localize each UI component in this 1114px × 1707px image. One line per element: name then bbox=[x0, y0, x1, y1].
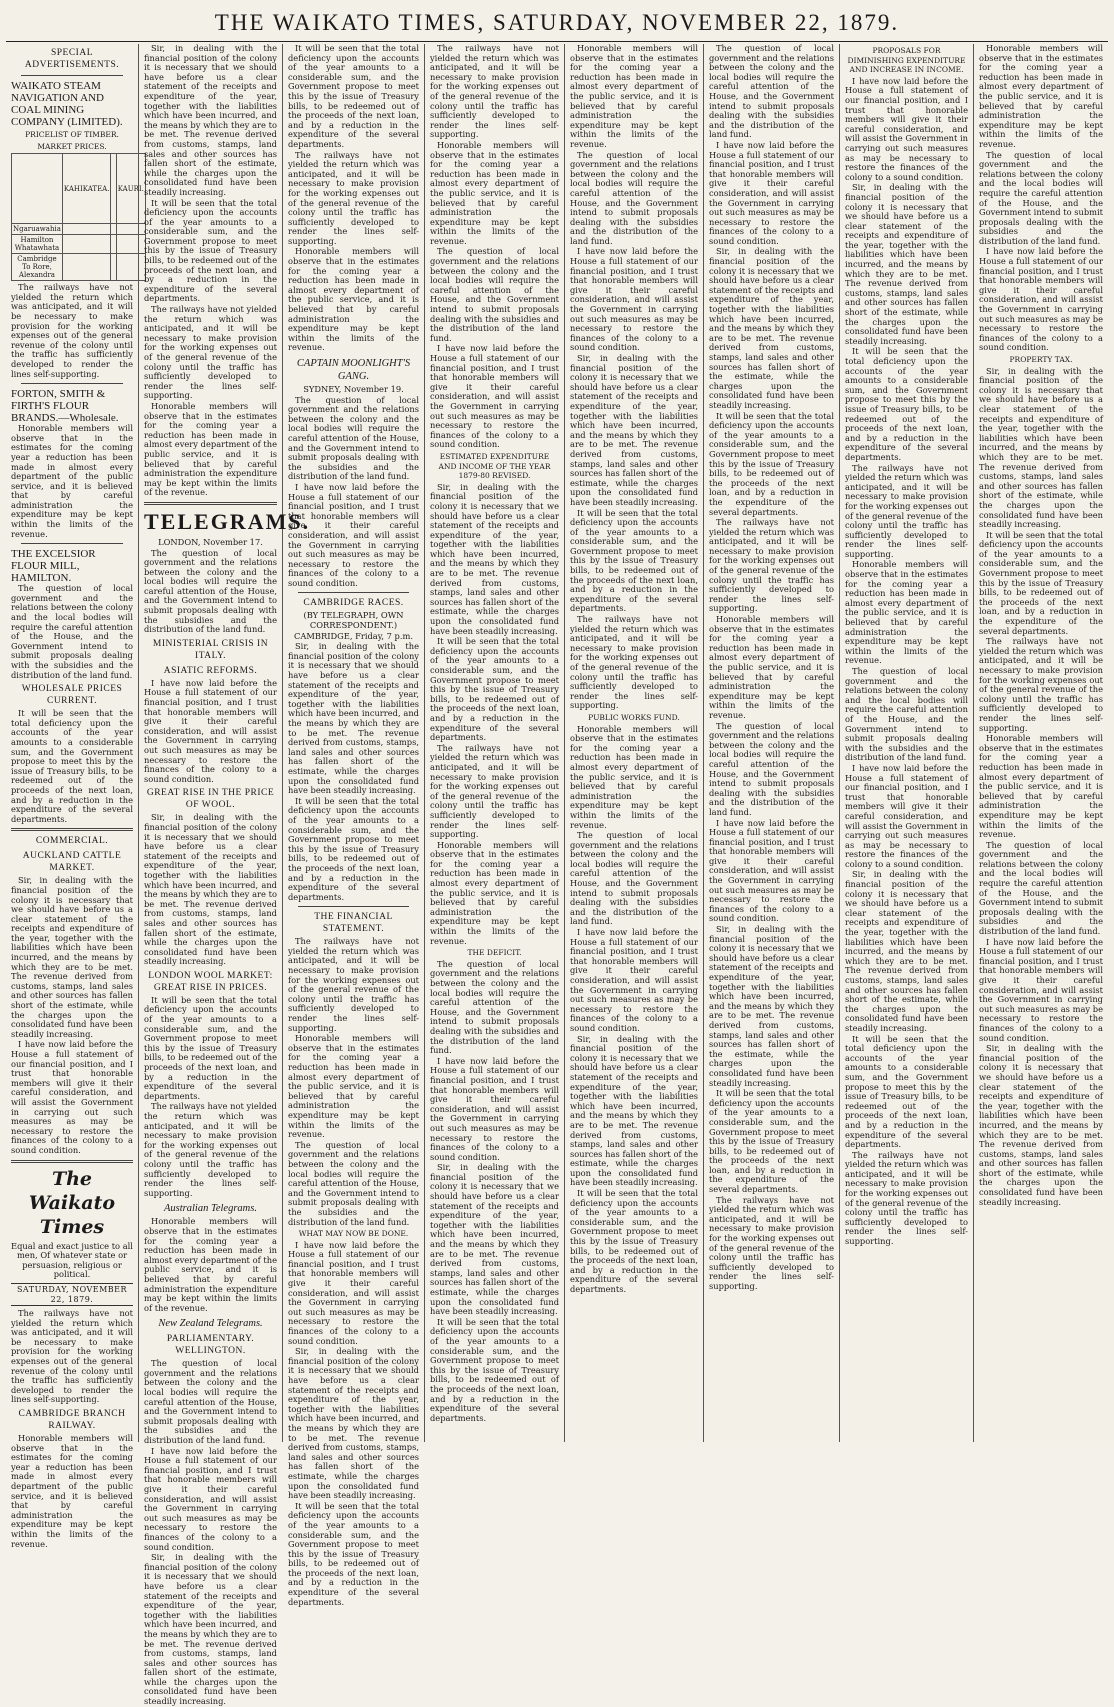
filler-text: Honorable members will observe that in the estimates for the coming year a reduction has been made in almost every department of the public service, and it is believed that by careful administration the expenditure may be kept within the limits of the revenue. bbox=[979, 733, 1103, 840]
column-1 bbox=[6, 44, 144, 1549]
dateline: CAMBRIDGE, Friday, 7 p.m. bbox=[294, 630, 413, 641]
filler-text: It will be seen that the total deficiency upon the accounts of the year amounts to a considerable sum, and the Government propose to meet this by the issue of Treasury bills, to be redeemed out of the proceeds of the next loan, and by a reduction in the expenditure of the several departments. bbox=[570, 507, 698, 614]
filler-text: Sir, in dealing with the financial position of the colony it is necessary that we should have before us a clear statement of the receipts and expenditure of the year, together with the liabilities which have been incurred, and the means by which they are to be met. The revenue derived from customs, stamps, land sales and other sources has fallen short of the estimate, while the charges upon the consolidated fund have been steadily increasing. bbox=[430, 1162, 559, 1317]
filler-text: I have now laid before the House a full statement of our financial position, and I trust that honorable members will give it their careful consideration, and will assist the Government in carrying out such measures as may be necessary to restore the finances of the colony to a sound condition. bbox=[11, 1039, 133, 1155]
column-6 bbox=[704, 44, 840, 1442]
divider bbox=[11, 828, 133, 831]
filler-text: It will be seen that the total deficiency upon the accounts of the year amounts to a considerable sum, and the Government propose to meet this by the issue of Treasury bills, to be redeemed out of the proceeds of the next loan, and by a reduction in the expenditure of the several departments. bbox=[11, 708, 133, 824]
filler-text: Honorable members will observe that in the estimates for the coming year a reduction has been made in almost every department of the public service, and it is believed that by careful administration the expenditure may be kept within the limits of the revenue. bbox=[430, 839, 559, 946]
steam-nav-ad: WAIKATO STEAM NAVIGATION AND COAL MINING COMPANY (LIMITED). bbox=[11, 80, 123, 128]
table-head-cell: KAURI. bbox=[116, 154, 145, 224]
market-heading: MARKET PRICES. bbox=[37, 141, 107, 151]
divider bbox=[21, 75, 123, 76]
filler-text: Honorable members will observe that in the estimates for the coming year a reduction has been made in almost every department of the public service, and it is believed that by careful administration the expenditure may be kept within the limits of the revenue. bbox=[288, 1033, 419, 1140]
financial-statement-heading: THE FINANCIAL STATEMENT. bbox=[314, 912, 393, 935]
filler-text: It will be seen that the total deficiency upon the accounts of the year amounts to a considerable sum, and the Government propose to meet this by the issue of Treasury bills, to be redeemed out of the proceeds of the next loan, and by a reduction in the expenditure of the several departments. bbox=[288, 1500, 419, 1607]
filler-text: The railways have not yielded the return which was anticipated, and it will be necessary to make provision for the working expenses out of the general revenue of the colony until the traffic has sufficiently developed to render the lines self-supporting. bbox=[845, 462, 968, 559]
filler-text: The question of local government and the relations between the colony and the local bodies will require the careful attention of the House, and the Government intend to submit proposals dealing with the subsidies and the distribution of the land fund. bbox=[979, 839, 1103, 937]
table-row-label: Cambridge To Rore, Alexandra bbox=[12, 254, 63, 281]
filler-text: Sir, in dealing with the financial position of the colony it is necessary that we should have before us a clear statement of the receipts and expenditure of the year, together with the liabilities which have been incurred, and the means by which they are to be met. The revenue derived from customs, stamps, land sales and other sources has fallen short of the estimate, while the charges upon the consolidated fund have been steadily increasing. bbox=[570, 1033, 698, 1188]
filler-text: The question of local government and the relations between the colony and the local bodies will require the careful attention of the House, and the Government intend to submit proposals dealing with the subsidies and the distribution of the land fund. bbox=[570, 149, 698, 246]
table-head-cell: KAHIKATEA. bbox=[62, 154, 111, 224]
column-7 bbox=[840, 44, 974, 1442]
australian-heading: Australian Telegrams. bbox=[164, 1203, 257, 1215]
paper-nameplate: The Waikato Times bbox=[28, 1167, 116, 1238]
filler-text: I have now laid before the House a full statement of our financial position, and I trust that honorable members will give it their careful consideration, and will assist the Government in carrying out such measures as may be necessary to restore the finances of the colony to a sound condition. bbox=[288, 481, 419, 588]
london-wool-heading: LONDON WOOL MARKET: GREAT RISE IN PRICES. bbox=[148, 970, 273, 993]
filler-text: Sir, in dealing with the financial position of the colony it is necessary that we should have before us a clear statement of the receipts and expenditure of the year, together with the liabilities which have been incurred, and the means by which they are to be met. The revenue derived from customs, stamps, land sales and other sources has fallen short of the estimate, while the charges upon the consolidated fund have been steadily increasing. bbox=[11, 875, 133, 1039]
subheading: PROPOSALS FOR DIMINISHING EXPENDITURE AND INCREASE IN INCOME. bbox=[847, 46, 966, 75]
filler-text: It will be seen that the total deficiency upon the accounts of the year amounts to a considerable sum, and the Government propose to meet this by the issue of Treasury bills, to be redeemed out of the proceeds of the next loan, and by a reduction in the expenditure of the several departments. bbox=[709, 410, 834, 517]
filler-text: Sir, in dealing with the financial position of the colony it is necessary that we should have before us a clear statement of the receipts and expenditure of the year, together with the liabilities which have been incurred, and the means by which they are to be met. The revenue derived from customs, stamps, land sales and other sources has fallen short of the estimate, while the charges upon the consolidated fund have been steadily increasing. bbox=[845, 182, 968, 346]
byline: (BY TELEGRAPH, OWN CORRESPONDENT.) bbox=[303, 610, 404, 631]
filler-text: The railways have not yielded the return which was anticipated, and it will be necessary to make provision for the working expenses out of the general revenue of the colony until the traffic has sufficiently developed to render the lines self-supporting. bbox=[144, 304, 277, 401]
filler-text: Sir, in dealing with the financial position of the colony it is necessary that we should have before us a clear statement of the receipts and expenditure of the year, together with the liabilities which have been incurred, and the means by which they are to be met. The revenue derived from customs, stamps, land sales and other sources has fallen short of the estimate, while the charges upon the consolidated fund have been steadily increasing. bbox=[430, 481, 559, 636]
filler-text: I have now laid before the House a full statement of our financial position, and I trust that honorable members will give it their careful consideration, and will assist the Government in carrying out such measures as may be necessary to restore the finances of the colony to a sound condition. bbox=[570, 246, 698, 353]
filler-text: The question of local government and the relations between the colony and the local bodies will require the careful attention of the House, and the Government intend to submit proposals dealing with the subsidies and the distribution of the land fund. bbox=[288, 394, 419, 482]
filler-text: Honorable members will observe that in the estimates for the coming year a reduction has been made in almost every department of the public service, and it is believed that by careful administration the expenditure may be kept within the limits of the revenue. bbox=[144, 400, 277, 498]
filler-text: Honorable members will observe that in the estimates for the coming year a reduction has been made in almost every department of the public service, and it is believed that by careful administration the expenditure may be kept within the limits of the revenue. bbox=[570, 43, 698, 149]
filler-text: The railways have not yielded the return which was anticipated, and it will be necessary to make provision for the working expenses out of the general revenue of the colony until the traffic has sufficiently developed to render the lines self-supporting. bbox=[709, 517, 834, 614]
filler-text: It will be seen that the total deficiency upon the accounts of the year amounts to a considerable sum, and the Government propose to meet this by the issue of Treasury bills, to be redeemed out of the proceeds of the next loan, and by a reduction in the expenditure of the several departments. bbox=[144, 994, 277, 1101]
column-3 bbox=[283, 43, 425, 1607]
filler-text: The railways have not yielded the return which was anticipated, and it will be necessary to make provision for the working expenses out of the general revenue of the colony until the traffic has sufficiently developed to render the lines self-supporting. bbox=[288, 149, 419, 246]
filler-text: The railways have not yielded the return which was anticipated, and it will be necessary to make provision for the working expenses out of the general revenue of the colony until the traffic has sufficiently developed to render the lines self-supporting. bbox=[288, 936, 419, 1033]
filler-text: I have now laid before the House a full statement of our financial position, and I trust that honorable members will give it their careful consideration, and will assist the Government in carrying out such measures as may be necessary to restore the finances of the colony to a sound condition. bbox=[709, 817, 834, 924]
filler-text: Sir, in dealing with the financial position of the colony it is necessary that we should have before us a clear statement of the receipts and expenditure of the year, together with the liabilities which have been incurred, and the means by which they are to be met. The revenue derived from customs, stamps, land sales and other sources has fallen short of the estimate, while the charges upon the consolidated fund have been steadily increasing. bbox=[570, 353, 698, 507]
columns bbox=[6, 43, 1108, 1707]
filler-text: Sir, in dealing with the financial position of the colony it is necessary that we should have before us a clear statement of the receipts and expenditure of the year, together with the liabilities which have been incurred, and the means by which they are to be met. The revenue derived from customs, stamps, land sales and other sources has fallen short of the estimate, while the charges upon the consolidated fund have been steadily increasing. bbox=[709, 246, 834, 410]
filler-text: I have now laid before the House a full statement of our financial position, and I trust that honorable members will give it their careful consideration, and will assist the Government in carrying out such measures as may be necessary to restore the finances of the colony to a sound condition. bbox=[709, 139, 834, 246]
filler-text: The question of local government and the relations between the colony and the local bodies will require the careful attention of the House, and the Government intend to submit proposals dealing with the subsidies and the distribution of the land fund. bbox=[144, 1358, 277, 1446]
divider bbox=[144, 502, 277, 505]
filler-text: The question of local government and the relations between the colony and the local bodies will require the careful attention of the House, and the Government intend to submit proposals dealing with the subsidies and the distribution of the land fund. bbox=[709, 43, 834, 140]
filler-text: The railways have not yielded the return which was anticipated, and it will be necessary to make provision for the working expenses out of the general revenue of the colony until the traffic has sufficiently developed to render the lines self-supporting. bbox=[11, 1308, 133, 1405]
filler-text: It will be seen that the total deficiency upon the accounts of the year amounts to a considerable sum, and the Government propose to meet this by the issue of Treasury bills, to be redeemed out of the proceeds of the next loan, and by a reduction in the expenditure of the several departments. bbox=[845, 346, 968, 462]
wool-heading: GREAT RISE IN THE PRICE OF WOOL. bbox=[146, 788, 275, 811]
filler-text: I have now laid before the House a full statement of our financial position, and I trust that honorable members will give it their careful consideration, and will assist the Government in carrying out such measures as may be necessary to restore the finances of the colony to a sound condition. bbox=[979, 936, 1103, 1043]
filler-text: Sir, in dealing with the financial position of the colony it is necessary that we should have before us a clear statement of the receipts and expenditure of the year, together with the liabilities which have been incurred, and the means by which they are to be met. The revenue derived from customs, stamps, land sales and other sources has fallen short of the estimate, while the charges upon the consolidated fund have been steadily increasing. bbox=[288, 641, 419, 796]
filler-text: The railways have not yielded the return which was anticipated, and it will be necessary to make provision for the working expenses out of the general revenue of the colony until the traffic has sufficiently developed to render the lines self-supporting. bbox=[144, 1101, 277, 1198]
filler-text: Honorable members will observe that in the estimates for the coming year a reduction has been made in almost every department of the public service, and it is believed that by careful administration the expenditure may be kept within the limits of the revenue. bbox=[11, 423, 133, 539]
filler-text: I have now laid before the House a full statement of our financial position, and I trust that honorable members will give it their careful consideration, and will assist the Government in carrying out such measures as may be necessary to restore the finances of the colony to a sound condition. bbox=[288, 1239, 419, 1346]
cambridge-races-heading: CAMBRIDGE RACES. bbox=[303, 598, 404, 609]
filler-text: The question of local government and the relations between the colony and the local bodies will require the careful attention of the House, and the Government intend to submit proposals dealing with the subsidies and the distribution of the land fund. bbox=[709, 720, 834, 817]
filler-text: The question of local government and the relations between the colony and the local bodies will require the careful attention of the House, and the Government intend to submit proposals dealing with the subsidies and the distribution of the land fund. bbox=[979, 149, 1103, 246]
commercial-heading: COMMERCIAL. bbox=[35, 836, 109, 847]
subheading: PROPERTY TAX. bbox=[1009, 355, 1073, 364]
filler-text: The railways have not yielded the return which was anticipated, and it will be necessary to make provision for the working expenses out of the general revenue of the colony until the traffic has sufficiently developed to render the lines self-supporting. bbox=[430, 43, 559, 140]
issue-date: SATURDAY, NOVEMBER 22, 1879. bbox=[11, 1283, 133, 1306]
filler-text: Sir, in dealing with the financial position of the colony it is necessary that we should have before us a clear statement of the receipts and expenditure of the year, together with the liabilities which have been incurred, and the means by which they are to be met. The revenue derived from customs, stamps, land sales and other sources has fallen short of the estimate, while the charges upon the consolidated fund have been steadily increasing. bbox=[144, 43, 277, 197]
filler-text: Honorable members will observe that in the estimates for the coming year a reduction has been made in almost every department of the public service, and it is believed that by careful administration the expenditure may be kept within the limits of the revenue. bbox=[709, 614, 834, 720]
filler-text: The railways have not yielded the return which was anticipated, and it will be necessary to make provision for the working expenses out of the general revenue of the colony until the traffic has sufficiently developed to render the lines self-supporting. bbox=[11, 282, 133, 379]
masthead bbox=[0, 6, 1114, 40]
dateline: LONDON, November 17. bbox=[158, 536, 263, 547]
asiatic-heading: ASIATIC REFORMS. bbox=[163, 665, 258, 676]
filler-text: The question of local government and the relations between the colony and the local bodies will require the careful attention of the House, and the Government intend to submit proposals dealing with the subsidies and the distribution of the land fund. bbox=[11, 583, 133, 680]
filler-text: Honorable members will observe that in the estimates for the coming year a reduction has been made in almost every department of the public service, and it is believed that by careful administration the expenditure may be kept within the limits of the revenue. bbox=[979, 43, 1103, 149]
captain-moonlight-heading: CAPTAIN MOONLIGHT'S GANG. bbox=[296, 358, 411, 382]
special-ads-heading: SPECIAL ADVERTISEMENTS. bbox=[24, 48, 120, 70]
pricelist-heading: PRICELIST OF TIMBER. bbox=[25, 130, 119, 139]
column-2 bbox=[139, 43, 311, 1707]
filler-text: It will be seen that the total deficiency upon the accounts of the year amounts to a considerable sum, and the Government propose to meet this by the issue of Treasury bills, to be redeemed out of the proceeds of the next loan, and by a reduction in the expenditure of the several departments. bbox=[709, 1088, 834, 1195]
timber-price-table bbox=[11, 153, 146, 281]
filler-text: The railways have not yielded the return which was anticipated, and it will be necessary to make provision for the working expenses out of the general revenue of the colony until the traffic has sufficiently developed to render the lines self-supporting. bbox=[570, 614, 698, 711]
filler-text: I have now laid before the House a full statement of our financial position, and I trust that honorable members will give it their careful consideration, and will assist the Government in carrying out such measures as may be necessary to restore the finances of the colony to a sound condition. bbox=[430, 343, 559, 450]
filler-text: I have now laid before the House a full statement of our financial position, and I trust that honorable members will give it their careful consideration, and will assist the Government in carrying out such measures as may be necessary to restore the finances of the colony to a sound condition. bbox=[144, 1445, 277, 1552]
auckland-cattle-heading: AUCKLAND CATTLE MARKET. bbox=[22, 851, 122, 874]
divider bbox=[21, 543, 123, 544]
filler-text: It will be seen that the total deficiency upon the accounts of the year amounts to a considerable sum, and the Government propose to meet this by the issue of Treasury bills, to be redeemed out of the proceeds of the next loan, and by a reduction in the expenditure of the several departments. bbox=[570, 1188, 698, 1294]
filler-text: Honorable members will observe that in the estimates for the coming year a reduction has been made in almost every department of the public service, and it is believed that by careful administration the expenditure may be kept within the limits of the revenue. bbox=[570, 723, 698, 830]
filler-text: Sir, in dealing with the financial position of the colony it is necessary that we should have before us a clear statement of the receipts and expenditure of the year, together with the liabilities which have been incurred, and the means by which they are to be met. The revenue derived from customs, stamps, land sales and other sources has fallen short of the estimate, while the charges upon the consolidated fund have been steadily increasing. bbox=[845, 869, 968, 1033]
filler-text: It will be seen that the total deficiency upon the accounts of the year amounts to a considerable sum, and the Government propose to meet this by the issue of Treasury bills, to be redeemed out of the proceeds of the next loan, and by a reduction in the expenditure of the several departments. bbox=[144, 197, 277, 304]
filler-text: The railways have not yielded the return which was anticipated, and it will be necessary to make provision for the working expenses out of the general revenue of the colony until the traffic has sufficiently developed to render the lines self-supporting. bbox=[979, 636, 1103, 733]
parliamentary-heading: PARLIAMENTARY. WELLINGTON. bbox=[166, 1334, 255, 1357]
table-row-label: Hamilton Whatawhata bbox=[12, 235, 63, 254]
filler-text: It will be seen that the total deficiency upon the accounts of the year amounts to a considerable sum, and the Government propose to meet this by the issue of Treasury bills, to be redeemed out of the proceeds of the next loan, and by a reduction in the expenditure of the several departments. bbox=[288, 795, 419, 902]
column-5 bbox=[565, 44, 704, 1442]
divider bbox=[21, 383, 123, 384]
filler-text: Honorable members will observe that in the estimates for the coming year a reduction has been made in almost every department of the public service, and it is believed that by careful administration the expenditure may be kept within the limits of the revenue. bbox=[288, 246, 419, 353]
wholesale-heading: WHOLESALE PRICES CURRENT. bbox=[21, 684, 123, 707]
subheading: PUBLIC WORKS FUND. bbox=[588, 712, 680, 722]
filler-text: It will be seen that the total deficiency upon the accounts of the year amounts to a considerable sum, and the Government propose to meet this by the issue of Treasury bills, to be redeemed out of the proceeds of the next loan, and by a reduction in the expenditure of the several departments. bbox=[288, 43, 419, 149]
subheading: ESTIMATED EXPENDITURE AND INCOME OF THE YEAR 1879-80 REVISED. bbox=[438, 451, 551, 481]
filler-text: Sir, in dealing with the financial position of the colony it is necessary that we should have before us a clear statement of the receipts and expenditure of the year, together with the liabilities which have been incurred, and the means by which they are to be met. The revenue derived from customs, stamps, land sales and other sources has fallen short of the estimate, while the charges upon the consolidated fund have been steadily increasing. bbox=[144, 812, 277, 967]
filler-text: The question of local government and the relations between the colony and the local bodies will require the careful attention of the House, and the Government intend to submit proposals dealing with the subsidies and the distribution of the land fund. bbox=[430, 958, 559, 1056]
divider bbox=[298, 592, 409, 593]
divider bbox=[11, 1160, 133, 1163]
filler-text: I have now laid before the House a full statement of our financial position, and I trust that honorable members will give it their careful consideration, and will assist the Government in carrying out such measures as may be necessary to restore the finances of the colony to a sound condition. bbox=[845, 75, 968, 182]
filler-text: The question of local government and the relations between the colony and the local bodies will require the careful attention of the House, and the Government intend to submit proposals dealing with the subsidies and the distribution of the land fund. bbox=[430, 246, 559, 343]
filler-text: I have now laid before the House a full statement of our financial position, and I trust that honorable members will give it their careful consideration, and will assist the Government in carrying out such measures as may be necessary to restore the finances of the colony to a sound condition. bbox=[845, 762, 968, 869]
filler-text: Sir, in dealing with the financial position of the colony it is necessary that we should have before us a clear statement of the receipts and expenditure of the year, together with the liabilities which have been incurred, and the means by which they are to be met. The revenue derived from customs, stamps, land sales and other sources has fallen short of the estimate, while the charges upon the consolidated fund have been steadily increasing. bbox=[144, 1552, 277, 1707]
dateline: SYDNEY, November 19. bbox=[303, 384, 404, 394]
nz-heading: New Zealand Telegrams. bbox=[158, 1318, 263, 1330]
filler-text: I have now laid before the House a full statement of our financial position, and I trust that honorable members will give it their careful consideration, and will assist the Government in carrying out such measures as may be necessary to restore the finances of the colony to a sound condition. bbox=[570, 927, 698, 1033]
filler-text: The question of local government and the relations between the colony and the local bodies will require the careful attention of the House, and the Government intend to submit proposals dealing with the subsidies and the distribution of the land fund. bbox=[288, 1139, 419, 1227]
masthead-title: THE WAIKATO TIMES, SATURDAY, NOVEMBER 22, 1879. bbox=[214, 10, 900, 35]
filler-text: The question of local government and the relations between the colony and the local bodies will require the careful attention of the House, and the Government intend to submit proposals dealing with the subsidies and the distribution of the land fund. bbox=[144, 547, 277, 635]
paper-motto: Equal and exact justice to all men, Of whatever state or persuasion, religious or political. bbox=[11, 1240, 133, 1280]
filler-text: Honorable members will observe that in the estimates for the coming year a reduction has been made in almost every department of the public service, and it is believed that by careful administration the expenditure may be kept within the limits of the revenue. bbox=[11, 1433, 133, 1549]
filler-text: Sir, in dealing with the financial position of the colony it is necessary that we should have before us a clear statement of the receipts and expenditure of the year, together with the liabilities which have been incurred, and the means by which they are to be met. The revenue derived from customs, stamps, land sales and other sources has fallen short of the estimate, while the charges upon the consolidated fund have been steadily increasing. bbox=[979, 365, 1103, 530]
filler-text: The railways have not yielded the return which was anticipated, and it will be necessary to make provision for the working expenses out of the general revenue of the colony until the traffic has sufficiently developed to render the lines self-supporting. bbox=[430, 742, 559, 840]
filler-text: Sir, in dealing with the financial position of the colony it is necessary that we should have before us a clear statement of the receipts and expenditure of the year, together with the liabilities which have been incurred, and the means by which they are to be met. The revenue derived from customs, stamps, land sales and other sources has fallen short of the estimate, while the charges upon the consolidated fund have been steadily increasing. bbox=[979, 1043, 1103, 1207]
column-4 bbox=[425, 44, 565, 1442]
filler-text: Sir, in dealing with the financial position of the colony it is necessary that we should have before us a clear statement of the receipts and expenditure of the year, together with the liabilities which have been incurred, and the means by which they are to be met. The revenue derived from customs, stamps, land sales and other sources has fallen short of the estimate, while the charges upon the consolidated fund have been steadily increasing. bbox=[709, 924, 834, 1088]
masthead-rule bbox=[6, 41, 1108, 42]
filler-text: Sir, in dealing with the financial position of the colony it is necessary that we should have before us a clear statement of the receipts and expenditure of the year, together with the liabilities which have been incurred, and the means by which they are to be met. The revenue derived from customs, stamps, land sales and other sources has fallen short of the estimate, while the charges upon the consolidated fund have been steadily increasing. bbox=[288, 1346, 419, 1501]
flour-brands-ad: FORTON, SMITH & FIRTH'S FLOUR BRANDS.—Wholesale. bbox=[11, 388, 119, 425]
filler-text: Honorable members will observe that in the estimates for the coming year a reduction has been made in almost every department of the public service, and it is believed that by careful administration the expenditure may be kept within the limits of the revenue. bbox=[845, 559, 968, 666]
filler-text: The question of local government and the relations between the colony and the local bodies will require the careful attention of the House, and the Government intend to submit proposals dealing with the subsidies and the distribution of the land fund. bbox=[570, 830, 698, 927]
filler-text: Honorable members will observe that in the estimates for the coming year a reduction has been made in almost every department of the public service, and it is believed that by careful administration the expenditure may be kept within the limits of the revenue. bbox=[144, 1216, 277, 1313]
subheading: WHAT MAY NOW BE DONE. bbox=[298, 1229, 409, 1239]
filler-text: The railways have not yielded the return which was anticipated, and it will be necessary to make provision for the working expenses out of the general revenue of the colony until the traffic has sufficiently developed to render the lines self-supporting. bbox=[845, 1149, 968, 1247]
table-row-label: Ngaruawahia bbox=[13, 225, 61, 234]
filler-text: I have now laid before the House a full statement of our financial position, and I trust that honorable members will give it their careful consideration, and will assist the Government in carrying out such measures as may be necessary to restore the finances of the colony to a sound condition. bbox=[979, 246, 1103, 353]
telegrams-heading: TELEGRAMS. bbox=[144, 508, 311, 534]
filler-text: It will be seen that the total deficiency upon the accounts of the year amounts to a considerable sum, and the Government propose to meet this by the issue of Treasury bills, to be redeemed out of the proceeds of the next loan, and by a reduction in the expenditure of the several departments. bbox=[979, 529, 1103, 636]
filler-text: The question of local government and the relations between the colony and the local bodies will require the careful attention of the House, and the Government intend to submit proposals dealing with the subsidies and the distribution of the land fund. bbox=[845, 666, 968, 763]
ministerial-heading: MINISTERIAL CRISIS IN ITALY. bbox=[152, 638, 269, 661]
table-head-cell bbox=[12, 154, 63, 224]
excelsior-ad: THE EXCELSIOR FLOUR MILL, HAMILTON. bbox=[11, 548, 96, 585]
filler-text: It will be seen that the total deficiency upon the accounts of the year amounts to a considerable sum, and the Government propose to meet this by the issue of Treasury bills, to be redeemed out of the proceeds of the next loan, and by a reduction in the expenditure of the several departments. bbox=[845, 1033, 968, 1150]
filler-text: I have now laid before the House a full statement of our financial position, and I trust that honorable members will give it their careful consideration, and will assist the Government in carrying out such measures as may be necessary to restore the finances of the colony to a sound condition. bbox=[144, 677, 277, 784]
column-8 bbox=[974, 44, 1108, 1442]
subheading: THE DEFICIT. bbox=[467, 948, 522, 958]
filler-text: I have now laid before the House a full statement of our financial position, and I trust that honorable members will give it their careful consideration, and will assist the Government in carrying out such measures as may be necessary to restore the finances of the colony to a sound condition. bbox=[430, 1055, 559, 1162]
filler-text: The railways have not yielded the return which was anticipated, and it will be necessary to make provision for the working expenses out of the general revenue of the colony until the traffic has sufficiently developed to render the lines self-supporting. bbox=[709, 1194, 834, 1291]
filler-text: Honorable members will observe that in the estimates for the coming year a reduction has been made in almost every department of the public service, and it is believed that by careful administration the expenditure may be kept within the limits of the revenue. bbox=[430, 139, 559, 246]
filler-text: It will be seen that the total deficiency upon the accounts of the year amounts to a considerable sum, and the Government propose to meet this by the issue of Treasury bills, to be redeemed out of the proceeds of the next loan, and by a reduction in the expenditure of the several departments. bbox=[430, 636, 559, 743]
divider bbox=[298, 906, 409, 907]
filler-text: It will be seen that the total deficiency upon the accounts of the year amounts to a considerable sum, and the Government propose to meet this by the issue of Treasury bills, to be redeemed out of the proceeds of the next loan, and by a reduction in the expenditure of the several departments. bbox=[430, 1316, 559, 1423]
cambridge-railway-heading: CAMBRIDGE BRANCH RAILWAY. bbox=[18, 1409, 126, 1432]
